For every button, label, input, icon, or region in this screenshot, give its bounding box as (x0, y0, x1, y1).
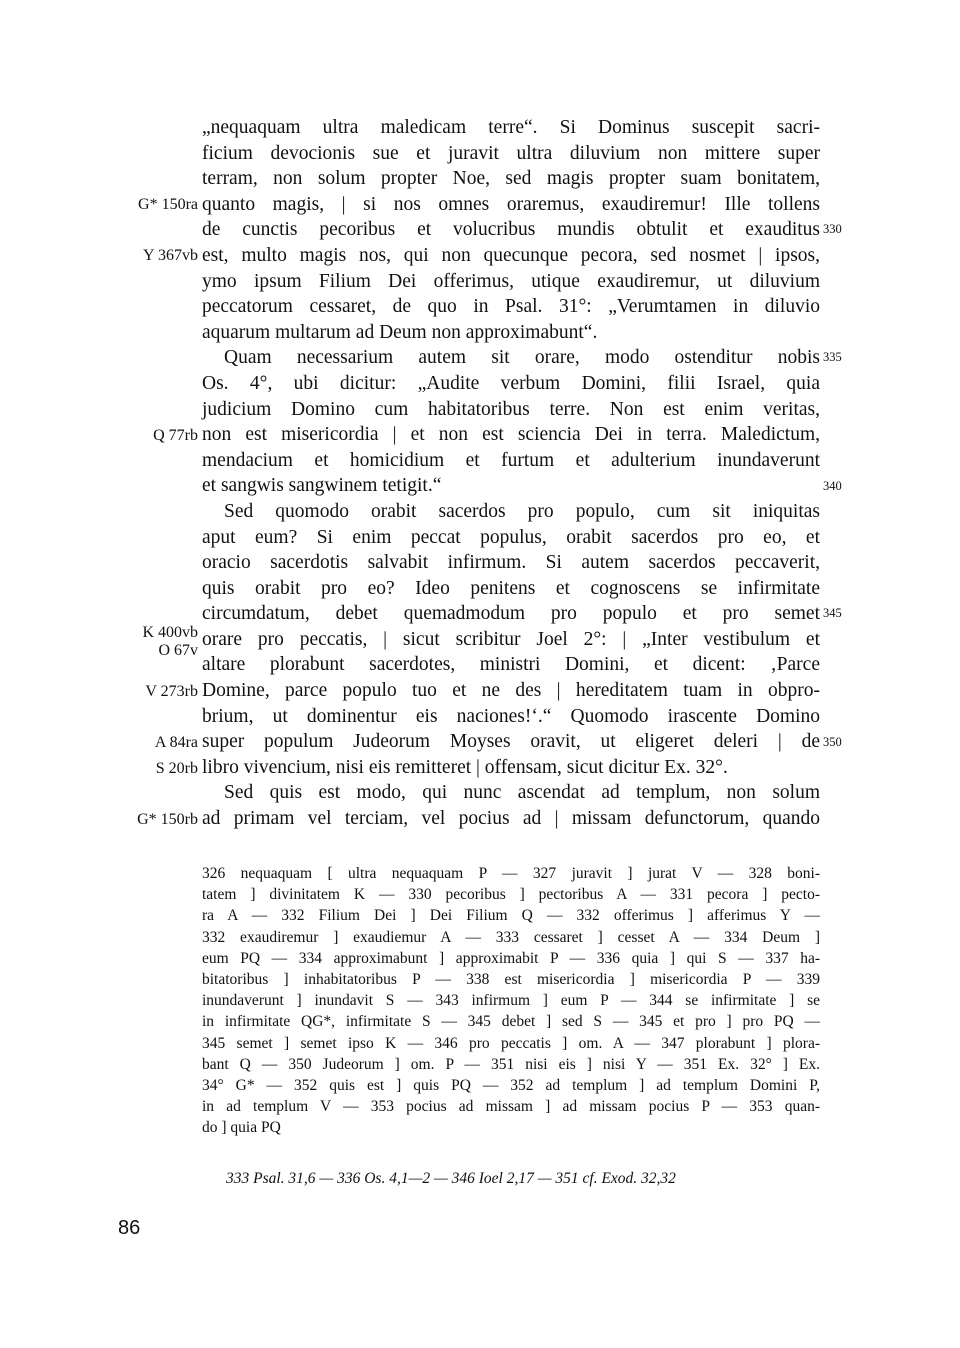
apparatus-line: do ] quia PQ (202, 1119, 281, 1137)
margin-siglum: K 400vb (142, 624, 198, 641)
text-line: orare pro peccatis, | sicut scribitur Joel 2°: | „Inter vestibulum et (202, 628, 820, 650)
line-number: 335 (823, 350, 842, 364)
apparatus-line: 332 exaudiremur ] exaudiemur A — 333 cessaret ] cesset A — 334 Deum ] (202, 928, 820, 946)
line-number: 340 (823, 479, 842, 493)
text-line: altare plorabunt sacerdotes, ministri Domini, et dicent: ‚Parce (202, 654, 820, 676)
apparatus-line: in ad templum V — 353 pocius ad missam ] ad missam pocius P — 353 quan- (202, 1098, 820, 1116)
text-line: ad primam vel terciam, vel pocius ad | missam defunctorum, quando (202, 808, 820, 830)
text-line: Quam necessarium autem sit orare, modo ostenditur nobis (224, 347, 820, 369)
text-line: peccatorum cessaret, de quo in Psal. 31°: „Verumtamen in diluvio (202, 296, 820, 318)
line-number: 330 (823, 222, 842, 236)
apparatus-line: bitatoribus ] inhabitatoribus P — 338 est misericordia ] misericordia P — 339 (202, 970, 820, 988)
text-line: mendacium et homicidium et furtum et adulterium inundaverunt (202, 449, 820, 471)
text-line: super populum Judeorum Moyses oravit, ut eligeret deleri | de (202, 731, 820, 753)
text-line: libro vivencium, nisi eis remitteret | offensam, sicut dicitur Ex. 32°. (202, 756, 728, 778)
text-line: Sed quis est modo, qui nunc ascendat ad templum, non solum (224, 782, 820, 804)
text-line: circumdatum, debet quemadmodum pro populo et pro semet (202, 603, 820, 625)
apparatus-line: inundaverunt ] inundavit S — 343 infirmum ] eum P — 344 se infirmitate ] se (202, 992, 820, 1010)
margin-siglum: Y 367vb (143, 247, 198, 264)
text-line: ymo ipsum Filium Dei offerimus, utique exaudiremur, ut diluvium (202, 270, 820, 292)
margin-siglum: V 273rb (145, 683, 198, 700)
margin-siglum: G* 150rb (137, 811, 198, 828)
page-number: 86 (118, 1217, 141, 1239)
text-line: est, multo magis nos, qui non quecunque pecora, sed nosmet | ipsos, (202, 244, 820, 266)
apparatus-line: ra A — 332 Filium Dei ] Dei Filium Q — 332 offerimus ] afferimus Y — (202, 907, 820, 925)
text-line: et sangwis sangwinem tetigit.“ (202, 475, 442, 497)
text-line: „nequaquam ultra maledicam terre“. Si Dominus suscepit sacri- (202, 117, 820, 138)
source-references: 333 Psal. 31,6 — 336 Os. 4,1—2 — 346 Ioel 2,17 — 351 cf. Exod. 32,32 (226, 1170, 676, 1187)
text-line: non est misericordia | et non est sciencia Dei in terra. Maledictum, (202, 424, 820, 446)
apparatus-line: 34° G* — 352 quis est ] quis PQ — 352 ad templum ] ad templum Domini P, (202, 1076, 820, 1094)
margin-siglum: A 84ra (154, 734, 198, 751)
text-line: quanto magis, | si nos omnes oraremus, exaudiremur! Ille tollens (202, 193, 820, 215)
main-text-block (202, 115, 820, 832)
text-line: Sed quomodo orabit sacerdos pro populo, cum sit iniquitas (224, 500, 820, 522)
text-line: de cunctis pecoribus et volucribus mundis obtulit et exauditus (202, 219, 820, 241)
line-number: 345 (823, 606, 842, 620)
text-line: aquarum multarum ad Deum non approximabunt“. (202, 321, 598, 343)
text-line: Domine, parce populo tuo et ne des | hereditatem tuam in obpro- (202, 680, 820, 702)
text-line: oracio sacerdotis salvabit infirmum. Si autem sacerdos peccaverit, (202, 552, 820, 574)
apparatus-line: in infirmitate QG*, infirmitate S — 345 debet ] sed S — 345 et pro ] pro PQ — (202, 1013, 820, 1031)
apparatus-line: 326 nequaquam [ ultra nequaquam P — 327 juravit ] jurat V — 328 boni- (202, 865, 820, 882)
apparatus-line: tatem ] divinitatem K — 330 pecoribus ] pectoribus A — 331 pecora ] pecto- (202, 886, 820, 904)
text-line: ficium devocionis sue et juravit ultra diluvium non mittere super (202, 142, 820, 164)
margin-siglum: O 67v (158, 642, 198, 659)
apparatus-line: eum PQ — 334 approximabunt ] approximabit P — 336 quia ] qui S — 337 ha- (202, 949, 820, 967)
text-line: quis orabit pro eo? Ideo penitens et cognoscens se infirmitate (202, 577, 820, 599)
text-line: aput eum? Si enim peccat populus, orabit sacerdos pro eo, et (202, 526, 820, 548)
apparatus-line: 345 semet ] semet ipso K — 346 pro peccatis ] om. A — 347 plorabunt ] plora- (202, 1034, 820, 1052)
margin-siglum: S 20rb (155, 760, 198, 777)
text-line: Os. 4°, ubi dicitur: „Audite verbum Domini, filii Israel, quia (202, 372, 820, 394)
text-line: judicium Domino cum habitatoribus terre. Non est enim veritas, (202, 398, 820, 420)
line-number: 350 (823, 735, 842, 749)
apparatus-line: bant Q — 350 Judeorum ] om. P — 351 nisi eis ] nisi Y — 351 Ex. 32° ] Ex. (202, 1055, 820, 1073)
text-line: terram, non solum propter Noe, sed magis propter suam bonitatem, (202, 168, 820, 190)
margin-siglum: G* 150ra (138, 196, 198, 213)
margin-siglum: Q 77rb (153, 427, 198, 444)
text-line: brium, ut dominentur eis naciones!‘.“ Quomodo irascente Domino (202, 705, 820, 727)
critical-apparatus (202, 863, 820, 1138)
